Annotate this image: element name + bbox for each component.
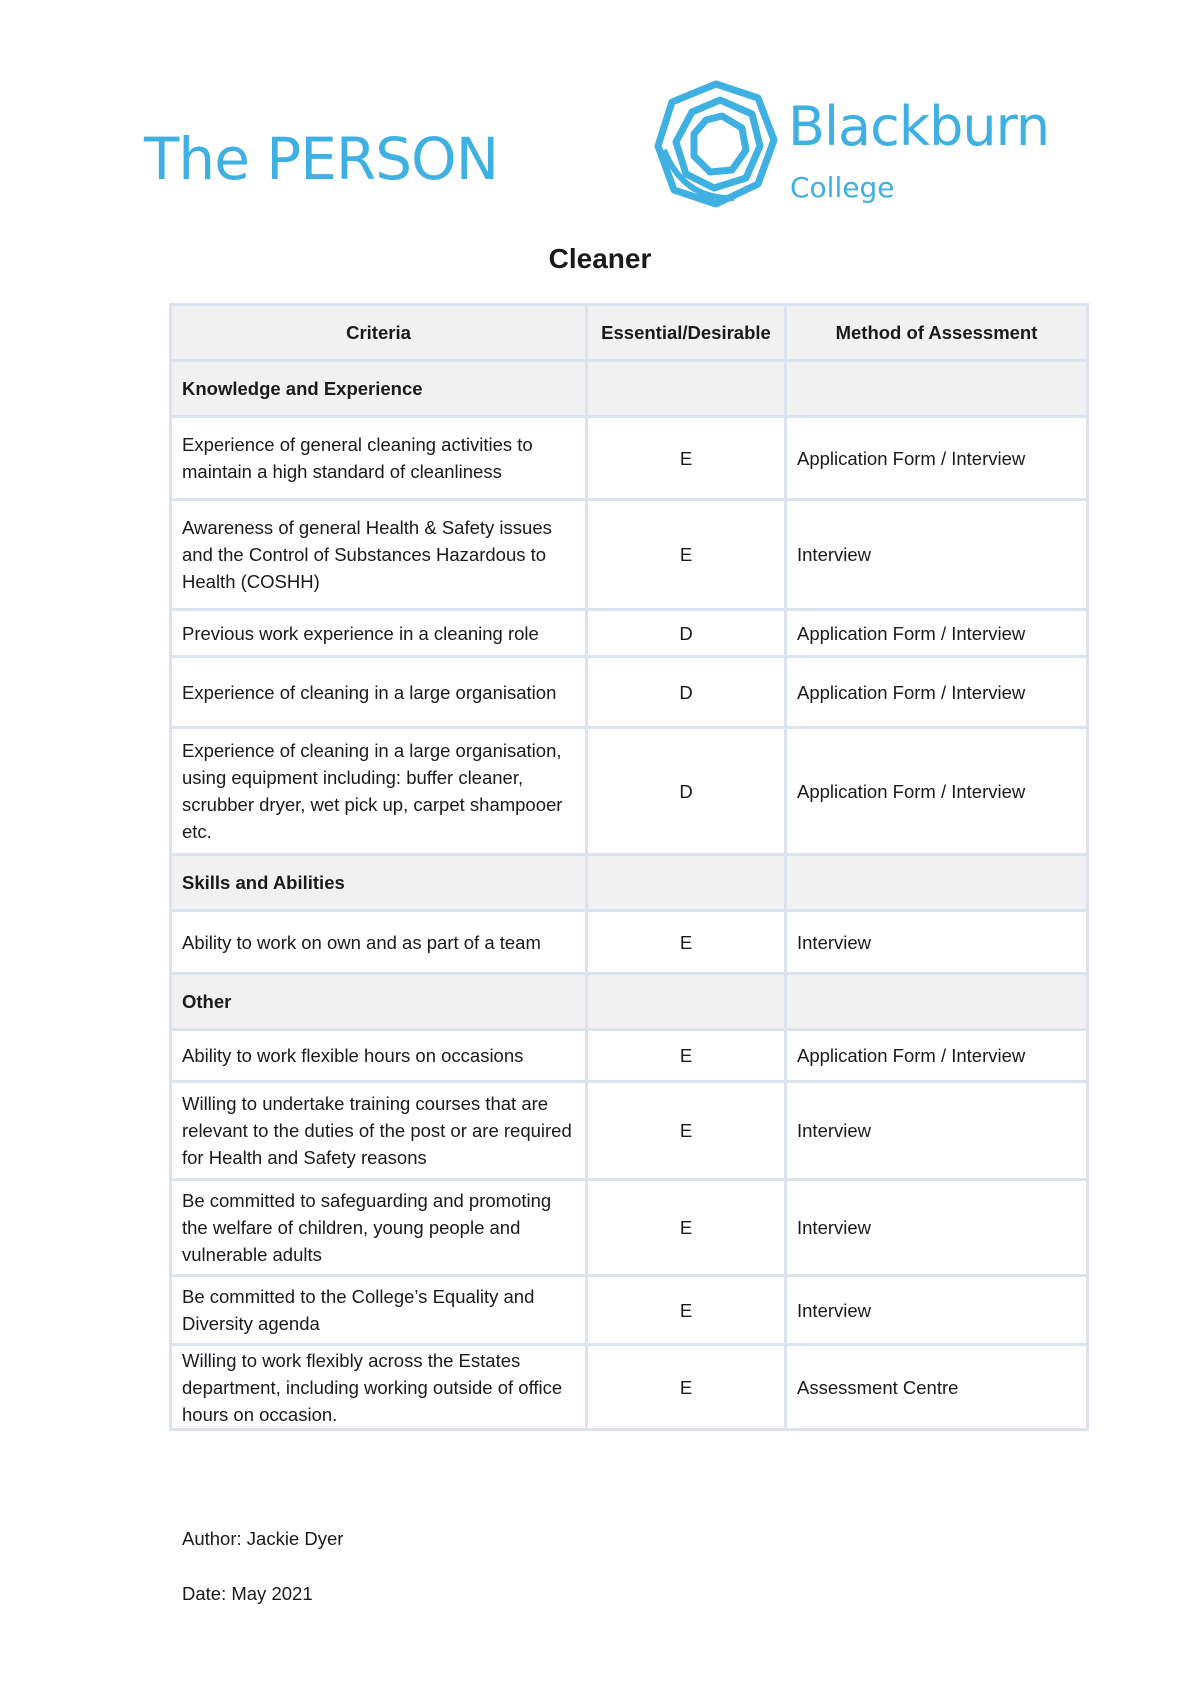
ed-cell: D <box>588 658 784 726</box>
ed-cell: E <box>588 501 784 608</box>
ed-cell: E <box>588 1083 784 1178</box>
criteria-cell: Experience of cleaning in a large organisation, using equipment including: buffer cleaner, scrubber dryer, wet pick up, carpet shampooer etc. <box>172 729 585 853</box>
method-cell: Interview <box>787 1277 1086 1343</box>
method-cell: Interview <box>787 501 1086 608</box>
table-row <box>172 1083 1086 1178</box>
table-row <box>172 1346 1086 1428</box>
section-row <box>172 856 1086 909</box>
criteria-cell: Awareness of general Health & Safety issues and the Control of Substances Hazardous to Health (COSHH) <box>172 501 585 608</box>
ed-cell: E <box>588 1346 784 1428</box>
section-title: Knowledge and Experience <box>172 362 585 415</box>
page-heading: The PERSON <box>144 125 499 193</box>
column-header: Method of Assessment <box>787 306 1086 359</box>
criteria-cell: Be committed to safeguarding and promoting the welfare of children, young people and vulnerable adults <box>172 1181 585 1274</box>
date-line: Date: May 2021 <box>182 1583 313 1604</box>
ed-cell: E <box>588 1277 784 1343</box>
criteria-cell: Experience of general cleaning activities to maintain a high standard of cleanliness <box>172 418 585 498</box>
section-title: Skills and Abilities <box>172 856 585 909</box>
criteria-cell: Willing to work flexibly across the Estates department, including working outside of office hours on occasion. <box>172 1346 585 1428</box>
criteria-cell: Experience of cleaning in a large organisation <box>172 658 585 726</box>
method-cell: Application Form / Interview <box>787 1031 1086 1080</box>
method-cell: Assessment Centre <box>787 1346 1086 1428</box>
method-cell: Application Form / Interview <box>787 418 1086 498</box>
table-row <box>172 418 1086 498</box>
ed-cell: E <box>588 912 784 972</box>
criteria-cell: Ability to work on own and as part of a team <box>172 912 585 972</box>
section-row <box>172 362 1086 415</box>
ed-cell: E <box>588 1031 784 1080</box>
method-cell: Interview <box>787 1083 1086 1178</box>
criteria-cell: Willing to undertake training courses that are relevant to the duties of the post or are required for Health and Safety reasons <box>172 1083 585 1178</box>
ed-cell: D <box>588 611 784 655</box>
person-spec-table <box>169 303 1089 1431</box>
table-row <box>172 1181 1086 1274</box>
method-cell: Application Form / Interview <box>787 658 1086 726</box>
college-logo-mark <box>654 80 778 210</box>
section-title: Other <box>172 975 585 1028</box>
table-row <box>172 1031 1086 1080</box>
ed-cell: E <box>588 1181 784 1274</box>
method-cell: Interview <box>787 912 1086 972</box>
table-row <box>172 729 1086 853</box>
table-header-row <box>172 306 1086 359</box>
document-title: Cleaner <box>548 243 652 274</box>
logo-name: Blackburn <box>788 95 1050 158</box>
column-header: Essential/Desirable <box>588 306 784 359</box>
method-cell: Application Form / Interview <box>787 611 1086 655</box>
table-row <box>172 1277 1086 1343</box>
college-logo <box>654 80 1050 214</box>
logo-subtitle: College <box>790 171 895 204</box>
column-header: Criteria <box>172 306 585 359</box>
section-row <box>172 975 1086 1028</box>
method-cell: Interview <box>787 1181 1086 1274</box>
ed-cell: E <box>588 418 784 498</box>
criteria-cell: Previous work experience in a cleaning role <box>172 611 585 655</box>
table-row <box>172 912 1086 972</box>
table-row <box>172 658 1086 726</box>
criteria-cell: Be committed to the College’s Equality and Diversity agenda <box>172 1277 585 1343</box>
author-line: Author: Jackie Dyer <box>182 1528 344 1549</box>
ed-cell: D <box>588 729 784 853</box>
criteria-cell: Ability to work flexible hours on occasions <box>172 1031 585 1080</box>
table-row <box>172 611 1086 655</box>
table-row <box>172 501 1086 608</box>
method-cell: Application Form / Interview <box>787 729 1086 853</box>
